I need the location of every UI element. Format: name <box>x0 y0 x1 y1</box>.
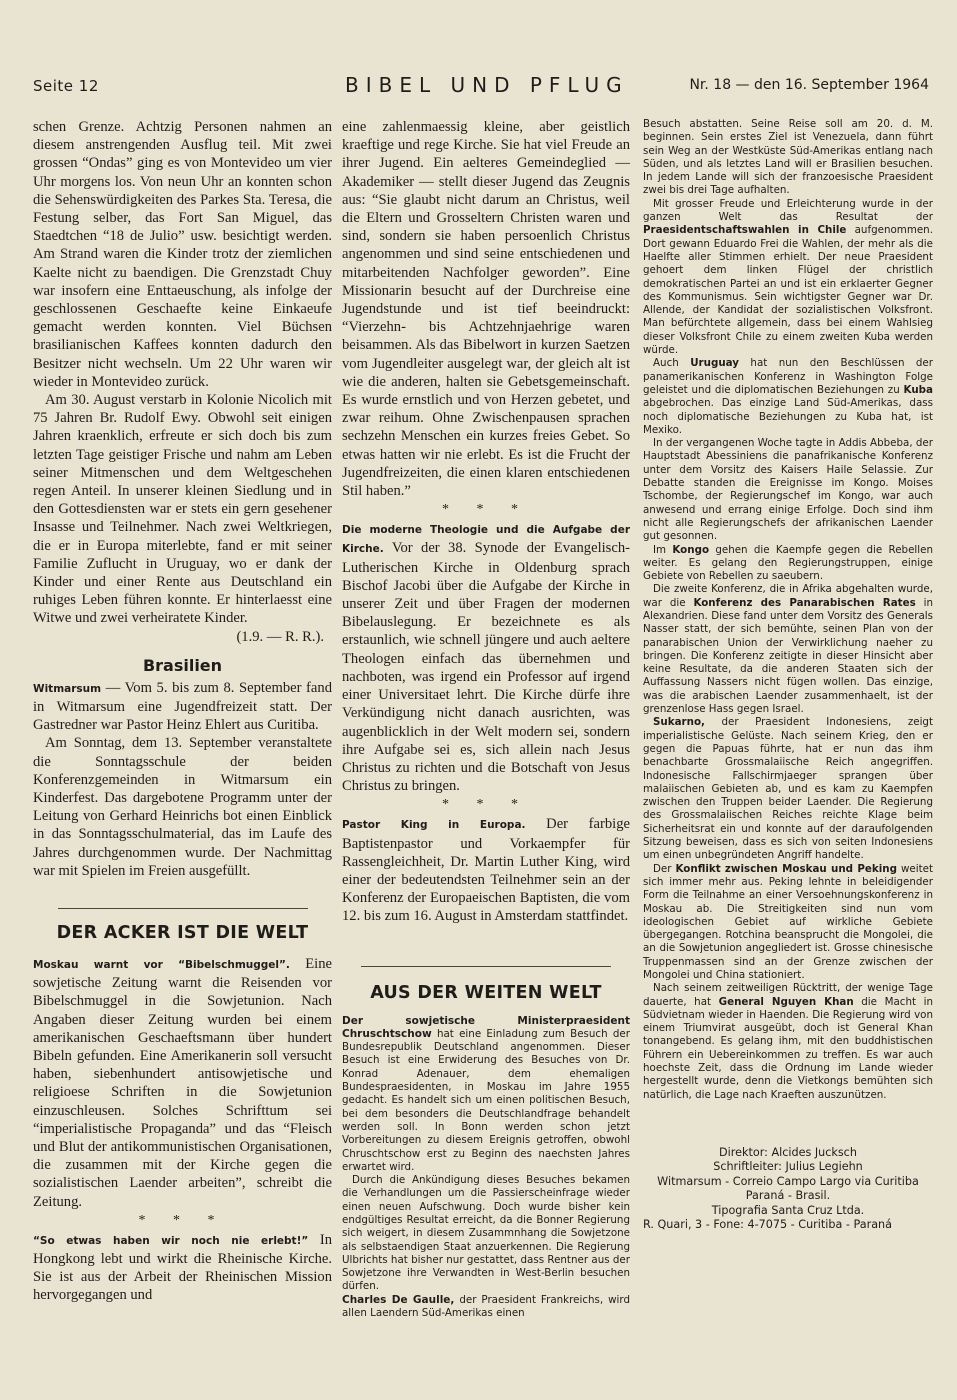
article-addis: In der vergangenen Woche tagte in Addis Abbeba, der Hauptstadt Abessiniens die panafrikanische Konferenz unter dem Vorsitz des Kaisers Haile Selassie. Zur Debatte standen die Ereignisse im Kongo. Moises Tschombe, der Regierungschef im Kongo, war auch anwesend und errang einige Erfolge. Doch sind ihm nicht alle Regierungschefs der afrikanischen Laender gut gesonnen. <box>643 437 933 543</box>
article-text: in Alexandrien. Diese fand unter dem Vorsitz des Generals Nasser statt, der sich bemühte, seinen Plan von der panarabischen Union der Verwirklichung naeher zu bringen. Die Konferenz zeitigte in dieser Hinsicht aber keine Resultate, da die anderen Staaten sich der Auffassung Nassers nicht fügen wollen. Das einzige, was die arabischen Laender zusammenhaelt, ist der grenzenlose Hass gegen Israel. <box>643 596 933 716</box>
article-khan <box>643 982 933 1102</box>
article-keyword: Praesidentschaftswahlen in Chile <box>643 224 847 237</box>
article-text: — Vom 5. bis zum 8. September fand in Witmarsum eine Jugendfreizeit statt. Der Gastredner war Pastor Heinz Ehlert aus Curitiba. <box>33 679 332 734</box>
article-text: Auch <box>653 357 691 370</box>
imprint-address: Witmarsum - Correio Campo Largo via Curitiba <box>657 1174 919 1188</box>
article-text: Nach seinem zeitweiligen Rücktritt, der wenige Tage dauerte, hat <box>643 982 933 1008</box>
article-chruschtschow <box>342 1015 630 1175</box>
imprint-state: Paraná - Brasil. <box>745 1189 831 1203</box>
article-text: weitet sich immer mehr aus. Peking lehnte in beleidigender Form die Teilnahme an einer Versoehnungskonferenz in Moskau ab. Die Streitigkeiten sind nun vom ideologischen Gebiet auf wirkliche Gebiete übergegangen. Rotchina beansprucht die Mongolei, die an die Sowjetunion angegliedert ist. Grosse chinesische Truppenmassen sind an der Grenze zwischen der Mongolei und China stationiert. <box>643 862 933 981</box>
article-lead: Moskau warnt vor “Bibelschmuggel”. <box>33 958 290 971</box>
article-king <box>342 815 630 925</box>
article-keyword: Konferenz des Panarabischen Rates <box>693 596 916 609</box>
article-passierschein: Durch die Ankündigung dieses Besuches bekamen die Verhandlungen um die Passierscheinfrage wieder einen neuen Aufschwung. Doch wurde bisher kein endgültiges Resultat erreicht, da die Bonner Regierung sich weigert, in diesem Zusammnhang die Sowjetzone als selbstaendigen Staat anzuerkennen. Die Regierung Ulbrichts hat bisher nur gestattet, dass Rentner aus der Sowjetzone ihre Verwandten in West-Berlin besuchen dürfen. <box>342 1174 630 1293</box>
section-heading-acker: DER ACKER IST DIE WELT <box>56 922 309 943</box>
column-middle <box>342 118 630 1320</box>
article-excursion-end: schen Grenze. Achtzig Personen nahmen an diesem anstrengenden Ausflug teil. Mit zwei grossen “Ondas” ging es von Montevideo um vier Uhr morgens los. Von neun Uhr an konnten schon die Sehenswürdigkeiten des Parkes Sta. Teresa, die Festung selber, das Fort San Miguel, das Staedtchen “18 de Julio” usw. besichtigt werden. Am Strand waren die Kinder trotz der ziemlichen Kaelte nicht zu baendigen. Die Grenzstadt Chuy war insofern eine Enttaeuschung, als infolge der geschlossenen Geschaefte keine Einkaeufe gemacht werden konnten. Viel Büchsen brasilianischen Kaffees konnten dadurch den Besitzer nicht wechseln. Um 22 Uhr waren wir wieder in Montevideo zurück. <box>33 119 332 390</box>
article-keyword: Konflikt zwischen Moskau und Peking <box>675 862 897 875</box>
article-text: die Macht in Südvietnam wieder in Haenden. Die Regierung wird von einem Triumvirat ausgeübt, doch ist General Khan tonangebend. Es gelang ihm, mit den buddhistischen Führern ein Uebereinkommen zu treffen. Es war auch hoechste Zeit, dass die Ordnung im Lande wieder hergestellt wurde, denn die Vietkongs bemühten sich natürlich, die Lage nach Kraeften auszunützen. <box>643 995 933 1101</box>
article-uruguay <box>643 357 933 437</box>
article-text: Der <box>653 862 676 875</box>
article-keyword: Kuba <box>903 383 933 396</box>
imprint-editor: Schriftleiter: Julius Legiehn <box>713 1160 863 1174</box>
page-number: Seite 12 <box>33 77 99 95</box>
article-peking <box>643 863 933 983</box>
imprint-printer-address: R. Quari, 3 - Fone: 4-7075 - Curitiba - Paraná <box>643 1218 892 1231</box>
article-lead: Pastor King in Europa. <box>342 819 526 832</box>
article-de-gaulle-cont: Besuch abstatten. Seine Reise soll am 20. d. M. beginnen. Sein erstes Ziel ist Venezuela, dann führt sein Weg an der Westküste Süd-Amerikas entlang nach Süden, und als letztes Land will er Brasilien besuchen. In jedem Lande will sich der franzoesische Praesident zwei bis drei Tage aufhalten. <box>643 118 933 197</box>
section-separator: * * * <box>442 502 530 518</box>
article-lead: Der sowjetische Ministerpraesident Chruschtschow <box>342 1014 630 1040</box>
section-heading-brasilien: Brasilien <box>142 655 223 675</box>
article-kinderfest: Am Sonntag, dem 13. September veranstaltete die Sonntagsschule der beiden Konferenzgemeinden in Witmarsum ein Kinderfest. Das dargebotene Programm unter der Leitung von Gerhard Heinrichs bot einen Einblick in das Sonntagsschulmaterial, das im Laufe des Jahres durchgenommen wurde. Der Nachmittag war mit Spielen im Freien ausgefüllt. <box>33 735 332 879</box>
column-right <box>643 118 933 1232</box>
article-text: abgebrochen. Das einzige Land Süd-Amerikas, dass noch diplomatische Beziehungen zu Kuba hat, ist Mexiko. <box>643 397 933 436</box>
article-text: der Praesident Indonesiens, zeigt imperialistische Gelüste. Nach seinem Krieg, den er gegen die Papuas führte, hat er nun das ihm benachbarte Grossmalaiische Reich angegriffen. Indonesische Fallschirmjaeger sprangen über malaiischen Gebieten ab, und es kam zu Kaempfen zwischen den Truppen beider Laender. Die Regierung des Grossmalaiischen Reiches reichte Klage beim Sicherheitsrat ein und konnte auf der daraufolgenden Sitzung beweisen, dass es sich von seiten Indonesiens um einen unbegründeten Angriff handelte. <box>643 716 933 862</box>
article-lead: “So etwas haben wir noch nie erlebt!” <box>33 1234 309 1247</box>
article-text: In Hongkong lebt und wirkt die Rheinische Kirche. Sie ist aus der Arbeit der Rheinischen Mission hervorgegangen und <box>33 1231 333 1304</box>
article-text: Die zweite Konferenz, die in Afrika abgehalten wurde, war die <box>643 583 933 609</box>
article-hongkong <box>33 1231 332 1305</box>
article-de-gaulle <box>342 1294 630 1321</box>
article-text: gehen die Kaempfe gegen die Rebellen weiter. Es gelang den Regierungstruppen, einige Gebiete von Rebellen zu saeubern. <box>643 543 934 583</box>
article-keyword: Sukarno, <box>653 716 705 729</box>
article-theologie <box>342 520 630 795</box>
article-text: Der farbige Baptistenpastor und Vorkaempfer für Rassengleichheit, Dr. Martin Luther King, wird einer der bedeutendsten Teilnehmer sein an der Konferenz der Europaeischen Baptisten, die vom 12. bis zum 16. August in Amsterdam stattfindet. <box>342 816 631 925</box>
newspaper-title: BIBEL UND PFLUG <box>345 73 629 97</box>
imprint-block <box>643 1146 933 1232</box>
article-text: Eine sowjetische Zeitung warnt die Reisenden vor Bibelschmuggel in die Sowjetunion. Nach Angaben dieser Zeitung wurden bei einem amerikanischen Geschaeftsmann über hundert Bibeln gefunden. Eine Amerikanerin soll versucht haben, siebenhundert antisowjetische und religioese Schriften in die Sowjetunion einzuschleusen. Solches Schrifttum sei “imperialistische Propaganda” und das “Fleisch und Blut der antikommunistischen Organisationen, die zusammen mit der Kirche gegen die sozialistischen Laender arbeiten”, schreibt die Zeitung. <box>33 955 332 1210</box>
article-text: der Praesident Frankreichs, wird allen Laendern Süd-Amerikas einen <box>342 1293 630 1320</box>
article-sukarno <box>643 716 933 862</box>
page-header <box>33 73 929 99</box>
article-text: Im <box>653 543 673 556</box>
article-keyword: General Nguyen Khan <box>718 995 854 1008</box>
article-obituary: Am 30. August verstarb in Kolonie Nicolich mit 75 Jahren Br. Rudolf Ewy. Obwohl seit einigen Jahren kraenklich, erfreute er sich doch bis zum letzten Tage geistiger Frische und nahm am Leben seiner Mitmenschen und dem Weltgeschehen regen Anteil. In unserer kleinen Siedlung und in den Gottesdiensten war er stets ein gern gesehener Insasse und Teilnehmer. Nach zwei Weltkriegen, die er in Europa miterlebte, fand er mit seiner Familie Zuflucht in Uruguay, wo er dank der Kinder und einer Rente aus Deutschland ein ruhiges Leben führen konnte. Er hinterlaesst eine Witwe und zwei verheiratete Kinder. <box>33 392 332 627</box>
column-left <box>33 118 332 1305</box>
article-text: hat nun den Beschlüssen der panamerikanischen Konferenz in Washington Folge geleistet und die diplomatischen Beziehungen zu <box>643 357 934 396</box>
article-text: Vor der 38. Synode der Evangelisch-Lutherischen Kirche in Oldenburg sprach Bischof Jacobi über die Aufgabe der Kirche in unserer Zeit und über Fragen der modernen Bibelauslegung. Er bezeichnete es als erstaunlich, wie schnell jüngere und auch aeltere Theologen einfach das übernehmen und nachboten, was irgend ein Professor auf irgend einer Universitaet lehrt. Die Kirche dürfe ihre Verkündigung nicht danach ausrichten, was augenblicklich in der Welt modern sei, sondern ihre Aufgabe sei es, sich allein nach Jesus Christus zu richten und die Botschaft von Jesus Christus zu bringen. <box>342 540 630 795</box>
article-kongo <box>643 544 933 584</box>
article-lead: Witmarsum <box>33 682 102 695</box>
article-witmarsum <box>33 679 332 735</box>
article-text: aufgenommen. Dort gewann Eduardo Frei die Wahlen, der mehr als die Haelfte aller Stimmen erhielt. Der neue Praesident gehoert dem linken Flügel der christlich demokratischen Partei an und ist ein erklaerter Gegner des Kommunismus. Sein wichtigster Gegner war Dr. Allende, der Kandidat der sozialistischen Volksfront. Man befürchtete allgemein, dass bei einem Wahlsieg dieser Volksfront Chile zu einem zweiten Kuba werden würde. <box>643 224 933 357</box>
article-text: hat eine Einladung zum Besuch der Bundesrepublik Deutschland angenommen. Dieser Besuch ist eine Erwiderung des Besuches von Dr. Konrad Adenauer, dem ehemaligen Bundespraesidenten, in Moskau im Jahre 1955 gedacht. Es handelt sich um einen politischen Besuch, bei dem besonders die Deutschlandfrage behandelt werden soll. In Bonn werden schon jetzt Vorbereitungen zu diesem Ereignis getroffen, obwohl Chruschtschow erst zu Beginn des naechsten Jahres erwartet wird. <box>342 1027 630 1173</box>
section-separator: * * * <box>442 797 530 813</box>
section-heading-welt: AUS DER WEITEN WELT <box>370 982 602 1003</box>
article-keyword: Uruguay <box>690 357 740 370</box>
article-panarab <box>643 583 933 716</box>
imprint-director: Direktor: Alcides Jucksch <box>719 1145 857 1159</box>
article-signature: (1.9. — R. R.). <box>236 628 324 645</box>
imprint-printer: Tipografia Santa Cruz Ltda. <box>711 1203 865 1217</box>
article-chile <box>643 198 933 358</box>
article-lead: Die moderne Theologie und die Aufgabe der Kirche. <box>342 524 630 556</box>
article-lead: Charles De Gaulle, <box>342 1293 455 1306</box>
article-bibelschmuggel <box>33 955 332 1211</box>
section-separator: * * * <box>138 1212 227 1228</box>
issue-date: Nr. 18 — den 16. September 1964 <box>689 77 929 93</box>
article-text: Mit grosser Freude und Erleichterung wurde in der ganzen Welt das Resultat der <box>643 197 933 224</box>
article-hongkong-cont: eine zahlenmaessig kleine, aber geistlich kraeftige und rege Kirche. Sie hat viel Freude an ihrer Jugend. Ein aelteres Gemeindeglied — Akademiker — stellt dieser Jugend das Zeugnis aus: “Sie glaubt nicht darum an Christus, weil die Eltern und Grosseltern Christen waren und sind, sondern sie haben persoenlich Christus angenommen und sind seine entschiedenen und mitarbeitenden Nachfolger geworden”. Eine Missionarin besucht auf der Durchreise eine Jugendstunde und ist tief beeindruckt: “Vierzehn- bis Achtzehnjaehrige waren beisammen. Als das Bibelwort in kurzen Saetzen vom Jugendleiter ausgelegt war, der gleich alt ist wie die anderen, halten sie Gebetsgemeinschaft. Es wurde ernstlich und von Herzen gebetet, und zwar reihum. Ohne Zwischenpausen sprachen sechzehn Menschen ein kurzes freies Gebet. So etwas hatten wir nie erlebt. Es ist die Frucht der Jugendfreizeiten, die einen klaren entschiedenen Stil haben.” <box>342 119 630 500</box>
article-keyword: Kongo <box>672 543 710 556</box>
